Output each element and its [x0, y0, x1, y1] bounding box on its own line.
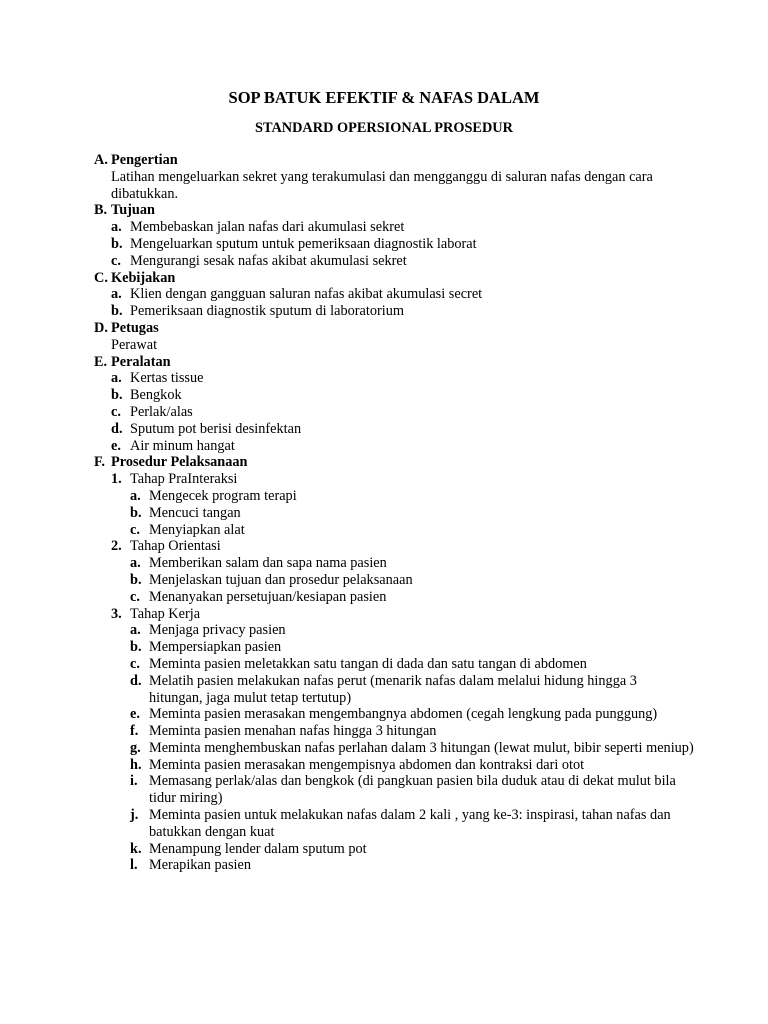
document-title: SOP BATUK EFEKTIF & NAFAS DALAM	[228, 88, 540, 107]
step-number: 1.	[111, 471, 122, 488]
list-marker: e.	[130, 706, 140, 723]
list-marker: b.	[111, 387, 123, 404]
list-item	[130, 706, 694, 723]
section-petugas	[94, 320, 694, 354]
list-marker: e.	[111, 437, 121, 454]
list-item-text: Melatih pasien melakukan nafas perut (menarik nafas dalam melalui hidung hingga 3 hitungan, jaga mulut tetap tertutup)	[149, 672, 637, 706]
list-item	[130, 857, 694, 874]
list-marker: a.	[111, 219, 122, 236]
section-prosedur	[94, 454, 694, 874]
list-item-text: Meminta pasien merasakan mengembangnya abdomen (cegah lengkung pada punggung)	[149, 706, 658, 723]
list-item	[111, 387, 694, 404]
list-item	[111, 286, 694, 303]
section-kebijakan	[94, 270, 694, 320]
list-item	[130, 656, 694, 673]
section-letter: F.	[94, 454, 105, 471]
list-item-text: Menjaga privacy pasien	[149, 622, 286, 639]
list-item	[130, 572, 694, 589]
list-item-text: Bengkok	[130, 387, 182, 404]
step-title: Tahap PraInteraksi	[130, 471, 238, 488]
list-item-text: Menyiapkan alat	[149, 521, 245, 538]
list-item	[130, 807, 694, 841]
list-item-text: Menjelaskan tujuan dan prosedur pelaksanaan	[149, 571, 413, 588]
section-heading	[94, 320, 694, 337]
section-tujuan	[94, 202, 694, 269]
section-title: Peralatan	[111, 353, 171, 370]
list-marker: a.	[130, 487, 141, 504]
section-letter: C.	[94, 269, 108, 286]
step-number: 2.	[111, 538, 122, 555]
list-item	[130, 639, 694, 656]
list-item-text: Mengurangi sesak nafas akibat akumulasi sekret	[130, 252, 407, 269]
list-marker: a.	[130, 555, 141, 572]
list-marker: i.	[130, 773, 138, 790]
list-item	[130, 773, 694, 807]
step-title: Tahap Orientasi	[130, 538, 221, 555]
list-item	[111, 253, 694, 270]
list-item	[130, 740, 694, 757]
list-marker: a.	[130, 622, 141, 639]
list-item	[130, 622, 694, 639]
list-item	[111, 303, 694, 320]
list-marker: d.	[130, 672, 142, 689]
section-title: Petugas	[111, 319, 159, 336]
list-marker: f.	[130, 723, 139, 740]
document-body	[94, 152, 694, 874]
list-marker: c.	[130, 655, 140, 672]
list-marker: b.	[130, 504, 142, 521]
list-item	[130, 757, 694, 774]
section-title: Prosedur Pelaksanaan	[111, 454, 248, 471]
list-marker: b.	[130, 639, 142, 656]
list-item-text: Meminta menghembuskan nafas perlahan dalam 3 hitungan (lewat mulut, bibir seperti meniup)	[149, 739, 694, 756]
list-item-text: Air minum hangat	[130, 437, 235, 454]
section-title: Tujuan	[111, 202, 155, 219]
list-item-text: Meminta pasien meletakkan satu tangan di dada dan satu tangan di abdomen	[149, 655, 587, 672]
step-heading	[111, 538, 694, 555]
list-item-text: Klien dengan gangguan saluran nafas akibat akumulasi secret	[130, 286, 483, 303]
list-item	[111, 421, 694, 438]
list-item	[130, 555, 694, 572]
section-heading	[94, 354, 694, 371]
list-marker: l.	[130, 857, 138, 874]
section-heading	[94, 454, 694, 471]
section-title: Kebijakan	[111, 269, 176, 286]
step-heading	[111, 606, 694, 623]
section-letter: A.	[94, 152, 108, 168]
list-item	[130, 488, 694, 505]
list-marker: d.	[111, 420, 123, 437]
list-marker: b.	[111, 235, 123, 252]
list-item	[130, 673, 694, 707]
list-item-text: Memberikan salam dan sapa nama pasien	[149, 555, 387, 572]
section-text: Latihan mengeluarkan sekret yang terakumulasi dan mengganggu di saluran nafas dengan cara dibatukkan.	[111, 168, 653, 202]
list-marker: a.	[111, 286, 122, 303]
list-item-text: Meminta pasien menahan nafas hingga 3 hitungan	[149, 723, 437, 740]
list-marker: c.	[111, 403, 121, 420]
list-item-text: Meminta pasien untuk melakukan nafas dalam 2 kali , yang ke-3: inspirasi, tahan nafas dan batukkan dengan kuat	[149, 807, 671, 840]
list-item-text: Perlak/alas	[130, 403, 193, 420]
section-heading	[94, 202, 694, 219]
section-title: Pengertian	[111, 152, 178, 168]
list-marker: b.	[130, 571, 142, 588]
section-letter: D.	[94, 319, 108, 336]
list-item	[111, 219, 694, 236]
list-item	[130, 841, 694, 858]
list-item	[111, 438, 694, 455]
section-letter: B.	[94, 202, 108, 219]
list-marker: a.	[111, 370, 122, 387]
list-item-text: Meminta pasien merasakan mengempisnya abdomen dan kontraksi dari otot	[149, 756, 585, 773]
list-item-text: Memasang perlak/alas dan bengkok (di pangkuan pasien bila duduk atau di dekat mulut bila tidur miring)	[149, 773, 676, 807]
section-peralatan	[94, 354, 694, 455]
list-item-text: Menampung lender dalam sputum pot	[149, 840, 367, 857]
list-item-text: Membebaskan jalan nafas dari akumulasi sekret	[130, 219, 405, 236]
list-item	[130, 589, 694, 606]
list-item-text: Pemeriksaan diagnostik sputum di laboratorium	[130, 303, 404, 320]
list-item	[130, 522, 694, 539]
list-marker: c.	[130, 521, 140, 538]
list-item-text: Mengecek program terapi	[149, 487, 297, 504]
list-item	[111, 236, 694, 253]
document-subtitle: STANDARD OPERSIONAL PROSEDUR	[255, 120, 513, 136]
section-heading	[94, 270, 694, 287]
list-item-text: Mempersiapkan pasien	[149, 639, 282, 656]
list-item	[130, 723, 694, 740]
section-letter: E.	[94, 353, 108, 370]
section-text: Perawat	[111, 336, 158, 353]
list-item-text: Menanyakan persetujuan/kesiapan pasien	[149, 588, 387, 605]
list-item-text: Mengeluarkan sputum untuk pemeriksaan diagnostik laborat	[130, 235, 477, 252]
step-title: Tahap Kerja	[130, 605, 201, 622]
section-heading	[94, 152, 694, 169]
list-item	[130, 505, 694, 522]
list-item-text: Merapikan pasien	[149, 857, 252, 874]
list-item-text: Sputum pot berisi desinfektan	[130, 420, 302, 437]
list-item-text: Kertas tissue	[130, 370, 204, 387]
step-number: 3.	[111, 605, 122, 622]
list-marker: g.	[130, 739, 141, 756]
list-item	[111, 404, 694, 421]
list-item	[111, 370, 694, 387]
list-item-text: Mencuci tangan	[149, 504, 241, 521]
step-heading	[111, 471, 694, 488]
list-marker: k.	[130, 840, 142, 857]
section-pengertian	[94, 152, 694, 202]
list-marker: b.	[111, 303, 123, 320]
list-marker: h.	[130, 756, 142, 773]
list-marker: c.	[130, 588, 140, 605]
list-marker: c.	[111, 252, 121, 269]
list-marker: j.	[130, 807, 139, 824]
